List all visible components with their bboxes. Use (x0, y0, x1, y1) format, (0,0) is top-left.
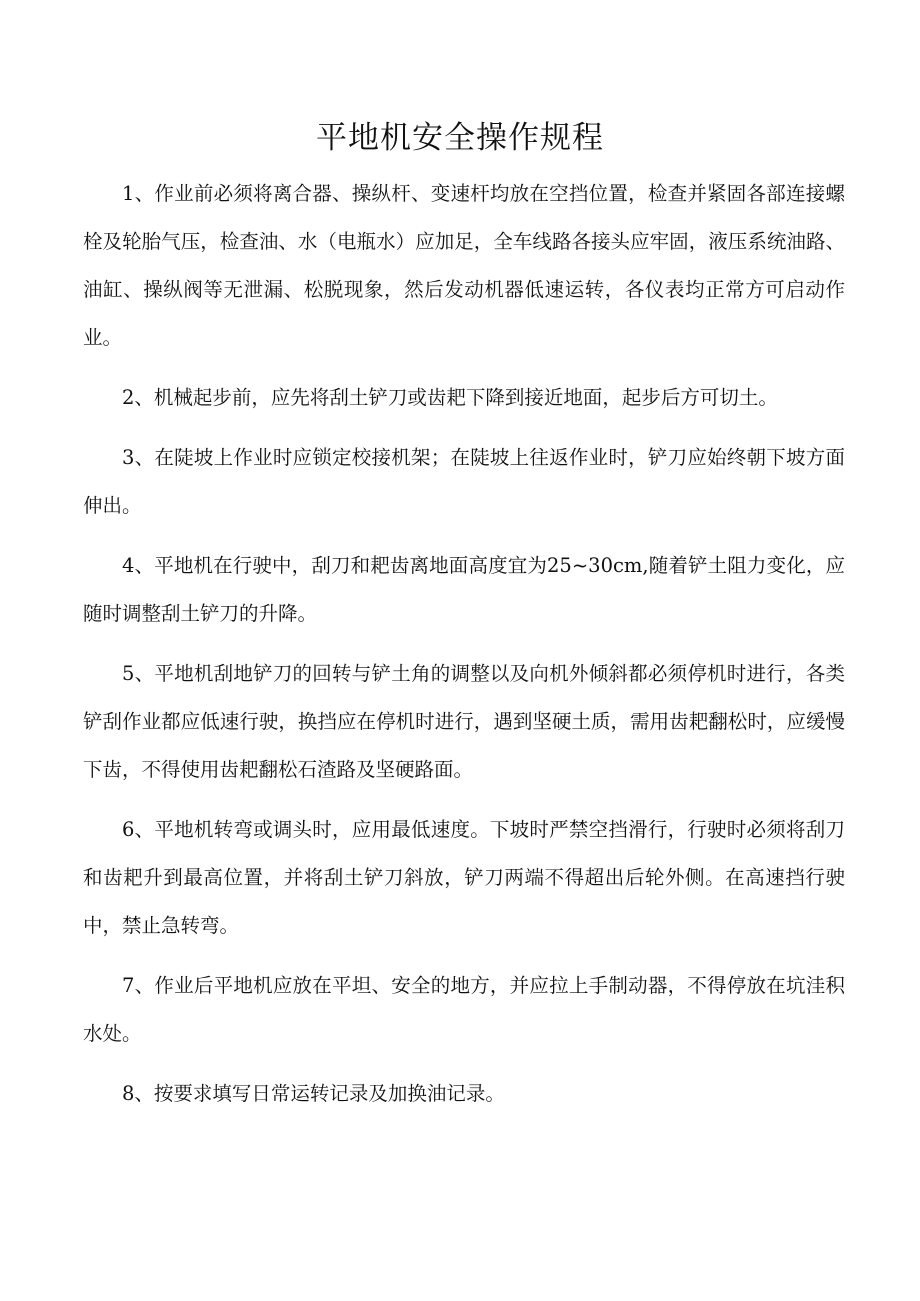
paragraph-2: 2、机械起步前，应先将刮土铲刀或齿耙下降到接近地面，起步后方可切土。 (122, 386, 778, 409)
paragraph-1: 1、作业前必须将离合器、操纵杆、变速杆均放在空挡位置，检查并紧固各部连接螺栓及轮胎气压，检查油、水（电瓶水）应加足，全车线路各接头应牢固，液压系统油路、油缸、操纵阀等无泄漏、松脱现象，然后发动机器低速运转，各仪表均正常方可启动作业。 (83, 182, 845, 349)
paragraph-3: 3、在陡坡上作业时应锁定校接机架；在陡坡上往返作业时，铲刀应始终朝下坡方面伸出。 (83, 446, 845, 517)
paragraph-7: 7、作业后平地机应放在平坦、安全的地方，并应拉上手制动器，不得停放在坑洼积水处。 (83, 974, 845, 1045)
paragraph-5: 5、平地机刮地铲刀的回转与铲土角的调整以及向机外倾斜都必须停机时进行，各类铲刮作业都应低速行驶，换挡应在停机时进行，遇到坚硬土质，需用齿耙翻松时，应缓慢下齿，不得使用齿耙翻松石渣路及坚硬路面。 (83, 662, 845, 781)
paragraph-6: 6、平地机转弯或调头时，应用最低速度。下坡时严禁空挡滑行，行驶时必须将刮刀和齿耙升到最高位置，并将刮土铲刀斜放，铲刀两端不得超出后轮外侧。在高速挡行驶中，禁止急转弯。 (83, 818, 845, 937)
document-body (83, 170, 845, 1130)
paragraph-8: 8、按要求填写日常运转记录及加换油记录。 (122, 1082, 505, 1105)
document-title: 平地机安全操作规程 (316, 120, 604, 156)
paragraph-4: 4、平地机在行驶中，刮刀和耙齿离地面高度宜为25~30cm,随着铲土阻力变化，应随时调整刮土铲刀的升降。 (83, 554, 845, 625)
